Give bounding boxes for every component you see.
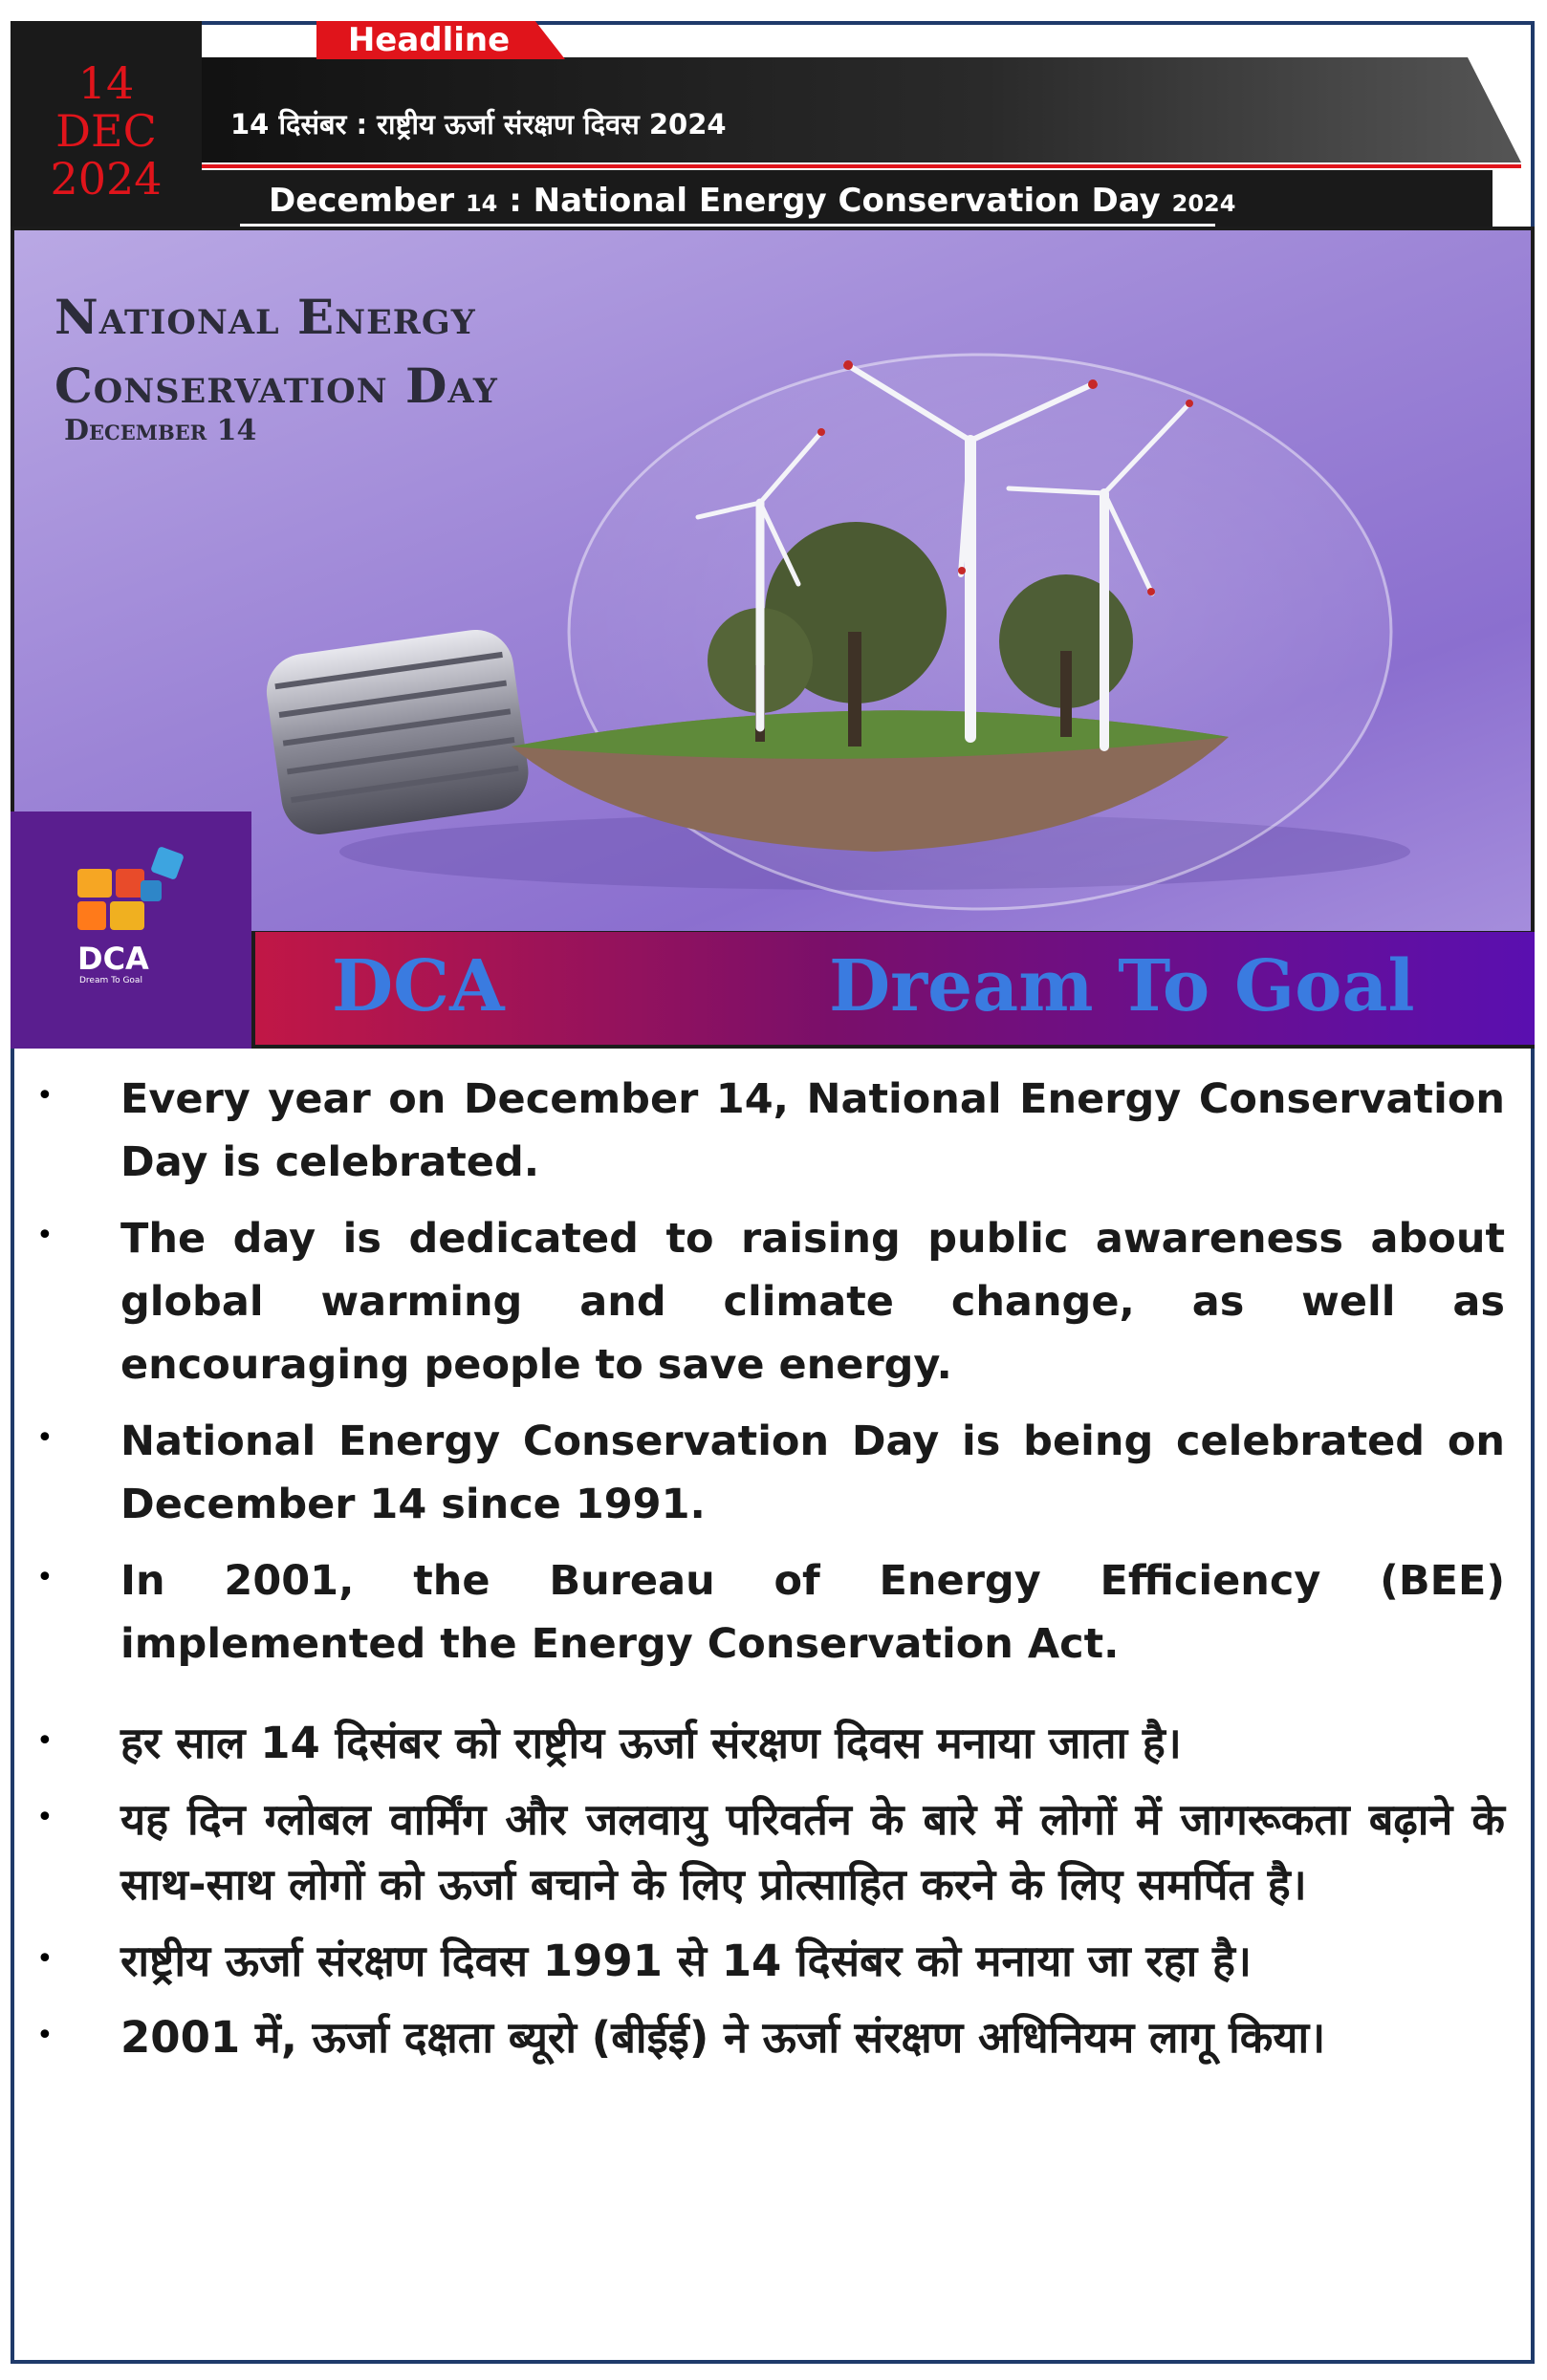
hero-title-line2: Conservation Day bbox=[54, 357, 498, 414]
date-text bbox=[11, 59, 202, 203]
hero-title-line1: National Energy bbox=[54, 289, 476, 345]
hindi-title: 14 दिसंबर : राष्ट्रीय ऊर्जा संरक्षण दिवस 2024 bbox=[230, 108, 727, 141]
bullet-icon: • bbox=[36, 1942, 54, 1976]
bullet-icon: • bbox=[36, 1561, 54, 1594]
list-item bbox=[0, 1549, 1547, 1676]
hindi-point: राष्ट्रीय ऊर्जा संरक्षण दिवस 1991 से 14 दिसंबर को मनाया जा रहा है। bbox=[120, 1936, 1252, 1986]
english-title-month: December bbox=[269, 182, 455, 220]
list-item bbox=[0, 1711, 1547, 1776]
headline-header bbox=[11, 21, 1535, 227]
hindi-point: हर साल 14 दिसंबर को राष्ट्रीय ऊर्जा संरक्षण दिवस मनाया जाता है। bbox=[120, 1718, 1182, 1768]
list-item bbox=[0, 1410, 1547, 1536]
header-red-line bbox=[202, 164, 1521, 168]
hindi-point: 2001 में, ऊर्जा दक्षता ब्यूरो (बीईई) ने ऊर्जा संरक्षण अधिनियम लागू किया। bbox=[120, 2012, 1326, 2063]
list-item bbox=[0, 1787, 1547, 1917]
english-title bbox=[269, 182, 1235, 220]
english-title-day: 14 bbox=[465, 190, 498, 217]
bullet-icon: • bbox=[36, 2019, 54, 2052]
bullet-icon: • bbox=[36, 1079, 54, 1113]
bullet-icon: • bbox=[36, 1219, 54, 1252]
english-point: Every year on December 14, National Energy Conservation Day is celebrated. bbox=[120, 1075, 1505, 1186]
date-year: 2024 bbox=[50, 153, 163, 205]
banner-goal-text: Dream To Goal bbox=[829, 945, 1415, 1028]
headline-label: Headline bbox=[347, 21, 511, 59]
hero-section bbox=[11, 227, 1535, 1049]
list-item bbox=[0, 1929, 1547, 1994]
english-point: In 2001, the Bureau of Energy Efficiency (BEE) implemented the Energy Conservation Act. bbox=[120, 1557, 1505, 1668]
dca-logo-tagline: Dream To Goal bbox=[79, 976, 142, 985]
english-bullet-list bbox=[0, 1068, 1547, 1689]
date-box bbox=[11, 21, 202, 227]
puzzle-icon bbox=[11, 811, 251, 1049]
bullet-icon: • bbox=[36, 1421, 54, 1455]
english-point: National Energy Conservation Day is being celebrated on December 14 since 1991. bbox=[120, 1417, 1505, 1528]
hero-title bbox=[54, 283, 498, 421]
hero-subtitle: December 14 bbox=[64, 414, 257, 447]
date-day: 14 bbox=[77, 57, 135, 109]
hindi-point: यह दिन ग्लोबल वार्मिंग और जलवायु परिवर्तन के बारे में लोगों में जागरूकता बढ़ाने के साथ-साथ लोगों को ऊर्जा बचाने के लिए प्रोत्साहित करने के लिए समर्पित है। bbox=[120, 1794, 1505, 1910]
dca-logo-box bbox=[11, 811, 251, 1049]
list-item bbox=[0, 1068, 1547, 1194]
banner-dca-text: DCA bbox=[332, 945, 505, 1028]
list-item bbox=[0, 2005, 1547, 2070]
hindi-bullet-list bbox=[0, 1711, 1547, 2082]
dca-banner bbox=[255, 932, 1535, 1045]
bullet-icon: • bbox=[36, 1724, 54, 1758]
date-month: DEC bbox=[55, 105, 157, 157]
bullet-icon: • bbox=[36, 1801, 54, 1834]
english-title-name: : National Energy Conservation Day bbox=[509, 182, 1161, 220]
english-point: The day is dedicated to raising public awareness about global warming and climate change, as well as encouraging people to save energy. bbox=[120, 1215, 1505, 1389]
dca-logo-text: DCA bbox=[77, 941, 149, 977]
english-title-year: 2024 bbox=[1171, 190, 1236, 217]
list-item bbox=[0, 1207, 1547, 1396]
